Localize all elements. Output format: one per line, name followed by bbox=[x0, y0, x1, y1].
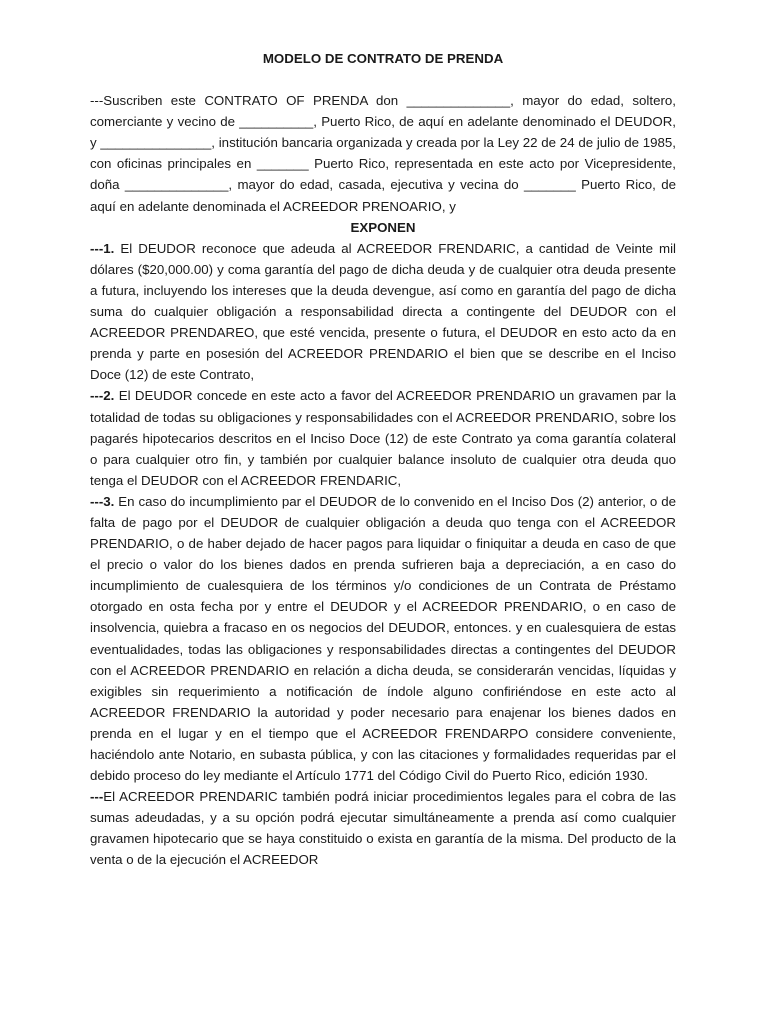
clause-number: ---3. bbox=[90, 493, 115, 509]
clause-2 bbox=[90, 385, 676, 490]
clause-1 bbox=[90, 238, 676, 386]
clause-3 bbox=[90, 491, 676, 786]
document-title: MODELO DE CONTRATO DE PRENDA bbox=[262, 51, 504, 66]
clause-text: El DEUDOR reconoce que adeuda al ACREEDOR FRENDARIC, a cantidad de Veinte mil dólares ($20,000.00) y coma garantía del pago de dicha deuda y de cualquier otra deuda presente a futura, incluyendo los intereses que la deuda devengue, así como en garantía del pago de dicha suma do cualquier obligación a responsabilidad directa a contingente del DEUDOR con el ACREEDOR PRENDAREO, que esté vencida, presente o futura, el DEUDOR en esto acto da en prenda y parte en posesión del ACREEDOR PRENDARIO el bien que se describe en el Inciso Doce (12) de este Contrato, bbox=[90, 240, 676, 383]
clause-number: ---2. bbox=[90, 388, 115, 404]
clause-4 bbox=[90, 786, 676, 870]
intro-paragraph: ---Suscriben este CONTRATO OF PRENDA don ______________, mayor do edad, soltero, comerciante y vecino de __________, Puerto Rico, de aquí en adelante denominado el DEUDOR, y _______________, institución bancaria organizada y creada por la Ley 22 de 24 de julio de 1985, con oficinas principales en _______ Puerto Rico, representada en este acto por Vicepresidente, doña ______________, mayor do edad, casada, ejecutiva y vecina do _______ Puerto Rico, de aquí en adelante denominada el ACREEDOR PRENOARIO, y bbox=[90, 93, 676, 214]
section-heading-exponen: EXPONEN bbox=[350, 219, 416, 235]
clause-text: En caso do incumplimiento par el DEUDOR de lo convenido en el Inciso Dos (2) anterior, o de falta de pago por el DEUDOR de cualquier obligación a deuda quo tenga con el ACREEDOR PRENDARIO, o de haber dejado de hacer pagos para liquidar o finiquitar a deuda en caso de que el precio o valor do los bienes dados en prenda sufrieren baja a depreciación, a en caso do incumplimiento de cualesquiera de los términos y/o condiciones de un Contrata de Préstamo otorgado en osta fecha por y entre el DEUDOR y el ACREEDOR PRENDARIO, o en caso de insolvencia, quiebra a fracaso en os negocios del DEUDOR, entonces. y en cualesquiera de estas eventualidades, todas las obligaciones y responsabilidades directas a contingentes del DEUDOR con el ACREEDOR PRENDARIO en relación a dicha deuda, se considerarán vencidas, líquidas y exigibles sin requerimiento a notificación de índole alguno confiriéndose en este acto al ACREEDOR FRENDARIO la autoridad y poder necesario para enajenar los bienes dados en prenda en el lugar y en el tiempo que el ACREEDOR FRENDARPO considere conveniente, haciéndolo ante Notario, en subasta pública, y con las citaciones y formalidades requeridas par el debido proceso do ley mediante el Artículo 1771 del Código Civil do Puerto Rico, edición 1930. bbox=[90, 493, 676, 784]
clause-text: El ACREEDOR PRENDARIC también podrá iniciar procedimientos legales para el cobra de las sumas adeudadas, y a su opción podrá ejecutar simultáneamente a prenda así como cualquier gravamen hipotecario que se haya constituido o exista en garantía de la misma. Del producto de la venta o de la ejecución el ACREEDOR bbox=[90, 789, 676, 868]
clause-text: El DEUDOR concede en este acto a favor del ACREEDOR PRENDARIO un gravamen par la totalidad de todas su obligaciones y responsabilidades con el ACREEDOR PRENDARIO, sobre los pagarés hipotecarios descritos en el Inciso Doce (12) de este Contrato ya coma garantía colateral o para cualquier otro fin, y también por cualquier balance insoluto de cualquier otra deuda quo tenga el DEUDOR con el ACREEDOR FRENDARIC, bbox=[90, 388, 676, 488]
contract-page bbox=[90, 48, 676, 871]
clause-number: ---1. bbox=[90, 240, 115, 256]
clause-number: --- bbox=[90, 789, 104, 805]
